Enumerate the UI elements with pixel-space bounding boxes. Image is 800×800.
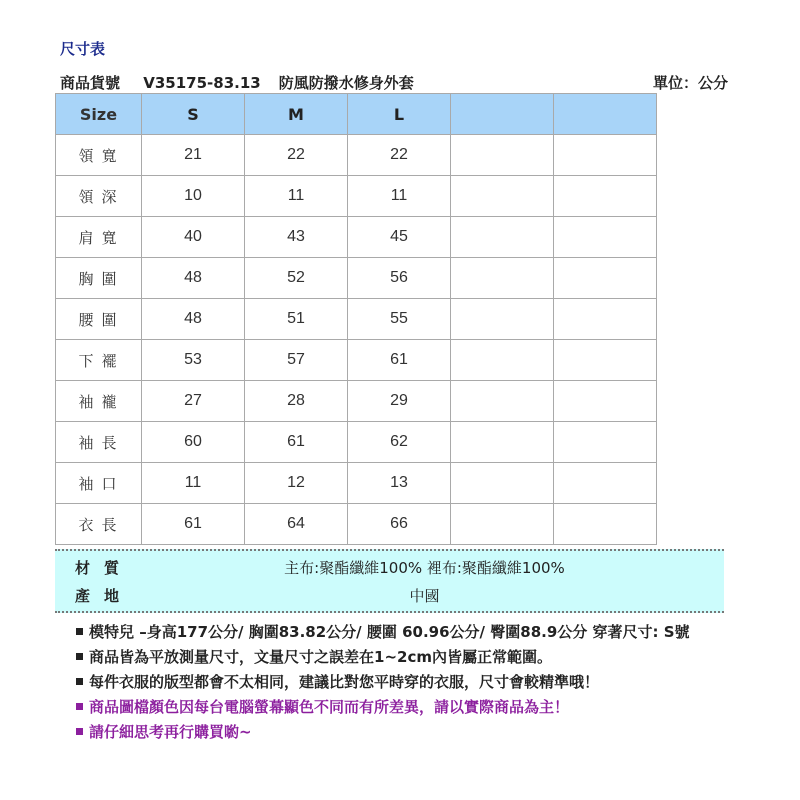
header-empty-1: [451, 94, 554, 135]
material-origin-box: [55, 549, 724, 613]
cell-empty-1: [451, 422, 554, 463]
header-m: M: [245, 94, 348, 135]
cell-empty-2: [554, 340, 657, 381]
row-label: 腰圍: [56, 299, 142, 340]
cell-s: 40: [142, 217, 245, 258]
page-title: 尺寸表: [60, 40, 106, 58]
cell-l: 62: [348, 422, 451, 463]
product-code-label: 商品貨號: [60, 74, 121, 92]
product-name: 防風防撥水修身外套: [278, 74, 414, 92]
note-measurement: [76, 645, 690, 670]
note-text: 商品皆為平放測量尺寸，文量尺寸之誤差在1~2cm內皆屬正常範圍。: [89, 648, 552, 666]
cell-empty-2: [554, 135, 657, 176]
bullet-square-icon: [76, 653, 83, 660]
cell-s: 60: [142, 422, 245, 463]
cell-m: 51: [245, 299, 348, 340]
row-label: 袖長: [56, 422, 142, 463]
product-code: V35175-83.13: [143, 74, 261, 92]
cell-empty-1: [451, 504, 554, 545]
cell-empty-1: [451, 381, 554, 422]
cell-l: 29: [348, 381, 451, 422]
cell-m: 11: [245, 176, 348, 217]
bullet-square-icon: [76, 678, 83, 685]
cell-empty-2: [554, 422, 657, 463]
cell-m: 61: [245, 422, 348, 463]
table-row: [56, 258, 657, 299]
note-think: [76, 720, 690, 745]
cell-m: 22: [245, 135, 348, 176]
table-row: [56, 463, 657, 504]
cell-empty-2: [554, 504, 657, 545]
product-id-group: [60, 72, 414, 93]
note-text: 每件衣服的版型都會不太相同，建議比對您平時穿的衣服，尺寸會較精準哦！: [89, 673, 600, 691]
cell-l: 56: [348, 258, 451, 299]
cell-empty-2: [554, 299, 657, 340]
cell-s: 10: [142, 176, 245, 217]
cell-s: 53: [142, 340, 245, 381]
cell-m: 43: [245, 217, 348, 258]
note-text: 商品圖檔顏色因每台電腦螢幕顯色不同而有所差異，請以實際商品為主！: [89, 698, 570, 716]
bullet-square-icon: [76, 703, 83, 710]
cell-empty-2: [554, 217, 657, 258]
cell-l: 45: [348, 217, 451, 258]
notes-list: [76, 620, 690, 745]
origin-label: 產地: [75, 587, 134, 605]
cell-s: 27: [142, 381, 245, 422]
note-text: 請仔細思考再行購買喲~: [89, 723, 252, 741]
cell-s: 21: [142, 135, 245, 176]
cell-empty-1: [451, 176, 554, 217]
table-row: [56, 381, 657, 422]
cell-empty-1: [451, 135, 554, 176]
table-row: [56, 422, 657, 463]
table-row: [56, 504, 657, 545]
row-label: 袖襱: [56, 381, 142, 422]
origin-row: [55, 582, 724, 610]
cell-m: 12: [245, 463, 348, 504]
cell-l: 22: [348, 135, 451, 176]
header-size: Size: [56, 94, 142, 135]
table-row: [56, 176, 657, 217]
table-row: [56, 299, 657, 340]
cell-empty-1: [451, 217, 554, 258]
note-fit: [76, 670, 690, 695]
table-row: [56, 135, 657, 176]
cell-l: 11: [348, 176, 451, 217]
cell-l: 66: [348, 504, 451, 545]
row-label: 袖口: [56, 463, 142, 504]
cell-s: 48: [142, 299, 245, 340]
row-label: 胸圍: [56, 258, 142, 299]
size-table: [55, 93, 657, 545]
cell-m: 57: [245, 340, 348, 381]
cell-empty-2: [554, 381, 657, 422]
cell-l: 61: [348, 340, 451, 381]
header-l: L: [348, 94, 451, 135]
table-row: [56, 340, 657, 381]
cell-empty-1: [451, 299, 554, 340]
row-label: 下襬: [56, 340, 142, 381]
origin-value: 中國: [409, 587, 440, 605]
cell-m: 64: [245, 504, 348, 545]
cell-l: 13: [348, 463, 451, 504]
row-label: 衣長: [56, 504, 142, 545]
unit-label: 單位：公分: [652, 74, 728, 92]
bullet-square-icon: [76, 628, 83, 635]
cell-empty-1: [451, 340, 554, 381]
bullet-square-icon: [76, 728, 83, 735]
cell-l: 55: [348, 299, 451, 340]
note-color: [76, 695, 690, 720]
cell-empty-1: [451, 258, 554, 299]
header-empty-2: [554, 94, 657, 135]
note-text: 模特兒 –身高177公分/ 胸圍83.82公分/ 腰圍 60.96公分/ 臀圍88.9公分 穿著尺寸: S號: [89, 623, 690, 641]
size-header-row: [56, 94, 657, 135]
material-row: [55, 554, 724, 582]
cell-m: 28: [245, 381, 348, 422]
cell-empty-2: [554, 463, 657, 504]
header-s: S: [142, 94, 245, 135]
row-label: 領深: [56, 176, 142, 217]
table-row: [56, 217, 657, 258]
row-label: 領寬: [56, 135, 142, 176]
cell-s: 61: [142, 504, 245, 545]
cell-s: 48: [142, 258, 245, 299]
cell-empty-2: [554, 176, 657, 217]
material-value: 主布:聚酯纖維100% 裡布:聚酯纖維100%: [284, 559, 565, 577]
note-model: [76, 620, 690, 645]
row-label: 肩寬: [56, 217, 142, 258]
product-info: [60, 72, 728, 93]
cell-s: 11: [142, 463, 245, 504]
material-label: 材質: [75, 559, 134, 577]
cell-m: 52: [245, 258, 348, 299]
cell-empty-1: [451, 463, 554, 504]
cell-empty-2: [554, 258, 657, 299]
